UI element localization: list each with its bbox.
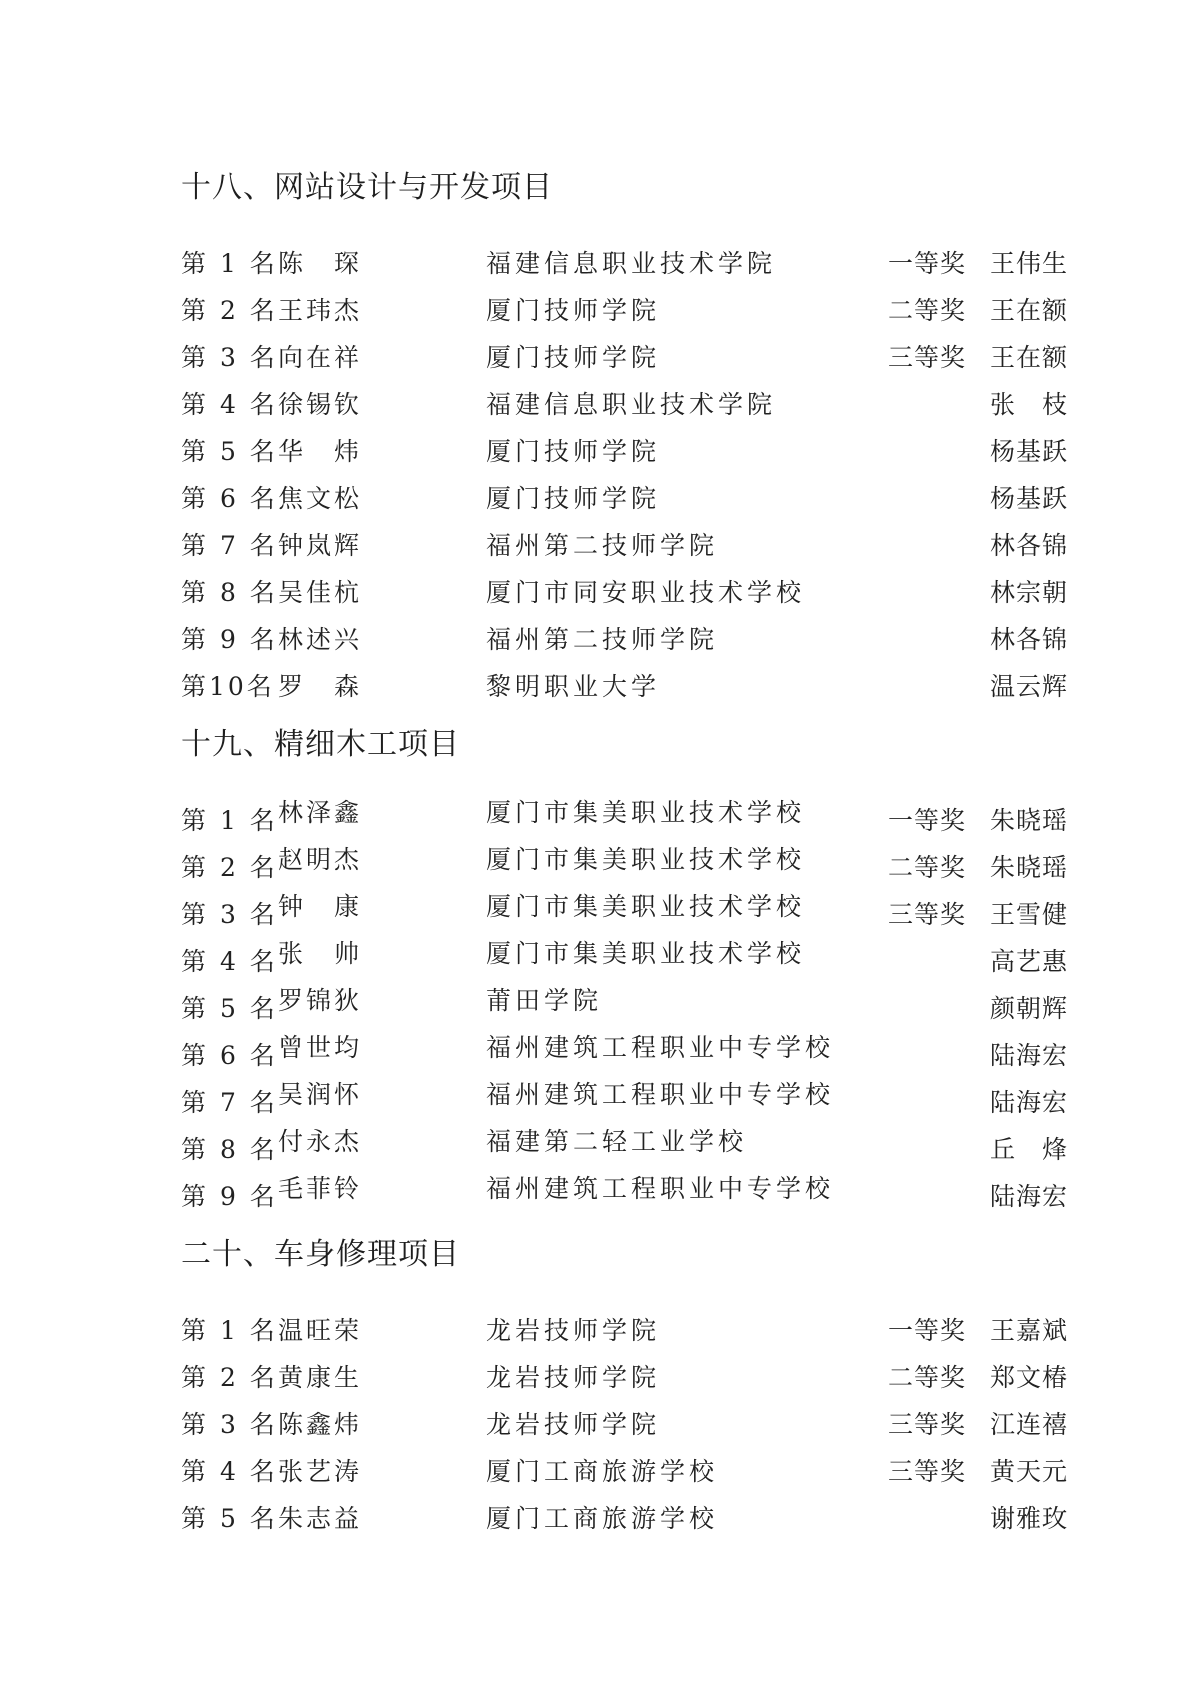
table-row — [0, 1499, 1191, 1539]
name-cell: 朱志益 — [278, 1504, 363, 1533]
name-cell — [278, 845, 363, 888]
table-row — [0, 1174, 1191, 1217]
award-cell: 一等奖 — [888, 249, 967, 278]
school-cell — [486, 986, 603, 1029]
rank-cell: 第 8 名 — [181, 1135, 278, 1164]
name-text: 赵明杰 — [278, 845, 363, 874]
table-row — [0, 1080, 1191, 1123]
school-text: 福州建筑工程职业中专学校 — [486, 1174, 835, 1203]
rank-cell: 第 2 名 — [181, 296, 278, 325]
coach-cell: 杨基跃 — [990, 484, 1069, 513]
table-row — [0, 1311, 1191, 1351]
name-text: 吴润怀 — [278, 1080, 363, 1109]
school-cell: 黎明职业大学 — [486, 672, 661, 701]
rank-cell: 第 5 名 — [181, 1504, 278, 1533]
table-row — [0, 986, 1191, 1029]
rank-cell: 第 7 名 — [181, 531, 278, 560]
name-cell: 吴佳杭 — [278, 578, 363, 607]
school-cell: 福建信息职业技术学院 — [486, 249, 777, 278]
name-cell — [278, 986, 363, 1029]
table-row — [0, 244, 1191, 284]
coach-cell: 陆海宏 — [990, 1182, 1069, 1211]
rank-cell: 第 8 名 — [181, 578, 278, 607]
name-cell — [278, 1127, 363, 1170]
school-cell: 福州第二技师学院 — [486, 625, 719, 654]
coach-cell: 陆海宏 — [990, 1088, 1069, 1117]
table-row — [0, 892, 1191, 935]
rank-cell: 第 2 名 — [181, 853, 278, 882]
rank-cell: 第 3 名 — [181, 1410, 278, 1439]
award-cell: 二等奖 — [888, 853, 967, 882]
table-row — [0, 845, 1191, 888]
name-cell: 张艺涛 — [278, 1457, 363, 1486]
school-cell: 福州第二技师学院 — [486, 531, 719, 560]
table-row — [0, 432, 1191, 472]
school-cell — [486, 1033, 835, 1076]
coach-cell: 江连禧 — [990, 1410, 1069, 1439]
name-cell: 华 炜 — [278, 437, 363, 466]
school-text: 福建第二轻工业学校 — [486, 1127, 748, 1156]
table-row — [0, 573, 1191, 613]
rank-cell: 第 1 名 — [181, 806, 278, 835]
rank-cell: 第 4 名 — [181, 947, 278, 976]
award-cell: 一等奖 — [888, 1316, 967, 1345]
table-row — [0, 526, 1191, 566]
table-row — [0, 479, 1191, 519]
coach-cell: 林各锦 — [990, 531, 1069, 560]
rank-cell: 第10名 — [181, 672, 275, 701]
rank-cell: 第 5 名 — [181, 994, 278, 1023]
name-cell: 陈鑫炜 — [278, 1410, 363, 1439]
name-cell — [278, 1033, 363, 1076]
rank-cell: 第 5 名 — [181, 437, 278, 466]
coach-cell: 张 枝 — [990, 390, 1069, 419]
name-cell — [278, 1080, 363, 1123]
name-cell: 徐锡钦 — [278, 390, 363, 419]
name-cell: 林述兴 — [278, 625, 363, 654]
school-cell: 厦门市同安职业技术学校 — [486, 578, 806, 607]
coach-cell: 黄天元 — [990, 1457, 1069, 1486]
school-text: 莆田学院 — [486, 986, 603, 1015]
award-cell: 二等奖 — [888, 1363, 967, 1392]
award-cell: 三等奖 — [888, 1410, 967, 1439]
coach-cell: 王在额 — [990, 343, 1069, 372]
school-cell: 厦门技师学院 — [486, 343, 661, 372]
rank-cell: 第 6 名 — [181, 484, 278, 513]
school-cell — [486, 1174, 835, 1217]
school-cell: 龙岩技师学院 — [486, 1363, 661, 1392]
school-cell — [486, 939, 806, 982]
table-row — [0, 1358, 1191, 1398]
rank-cell: 第 4 名 — [181, 390, 278, 419]
name-text: 张 帅 — [278, 939, 363, 968]
table-row — [0, 1127, 1191, 1170]
coach-cell: 高艺惠 — [990, 947, 1069, 976]
coach-cell: 郑文椿 — [990, 1363, 1069, 1392]
school-cell: 厦门工商旅游学校 — [486, 1457, 719, 1486]
name-cell: 陈 琛 — [278, 249, 363, 278]
table-row — [0, 939, 1191, 982]
school-cell — [486, 892, 806, 935]
coach-cell: 颜朝辉 — [990, 994, 1069, 1023]
name-text: 毛菲铃 — [278, 1174, 363, 1203]
table-row — [0, 1452, 1191, 1492]
name-cell — [278, 939, 363, 982]
coach-cell: 林宗朝 — [990, 578, 1069, 607]
name-text: 付永杰 — [278, 1127, 363, 1156]
name-cell — [278, 1174, 363, 1217]
rank-cell: 第 3 名 — [181, 343, 278, 372]
table-row — [0, 291, 1191, 331]
school-text: 厦门市集美职业技术学校 — [486, 798, 806, 827]
school-cell — [486, 1127, 748, 1170]
rank-cell: 第 9 名 — [181, 625, 278, 654]
section-heading: 十八、网站设计与开发项目 — [181, 170, 553, 205]
school-cell — [486, 845, 806, 888]
table-row — [0, 1033, 1191, 1076]
school-cell: 厦门技师学院 — [486, 437, 661, 466]
school-cell: 厦门技师学院 — [486, 484, 661, 513]
name-cell: 向在祥 — [278, 343, 363, 372]
school-cell: 龙岩技师学院 — [486, 1316, 661, 1345]
name-cell: 钟岚辉 — [278, 531, 363, 560]
award-cell: 二等奖 — [888, 296, 967, 325]
rank-cell: 第 2 名 — [181, 1363, 278, 1392]
school-cell: 福建信息职业技术学院 — [486, 390, 777, 419]
table-row — [0, 1405, 1191, 1445]
coach-cell: 杨基跃 — [990, 437, 1069, 466]
school-text: 福州建筑工程职业中专学校 — [486, 1033, 835, 1062]
name-cell: 黄康生 — [278, 1363, 363, 1392]
coach-cell: 谢雅玫 — [990, 1504, 1069, 1533]
name-cell — [278, 892, 363, 935]
coach-cell: 林各锦 — [990, 625, 1069, 654]
name-text: 罗锦狄 — [278, 986, 363, 1015]
name-cell: 罗 森 — [278, 672, 363, 701]
school-cell — [486, 1080, 835, 1123]
rank-cell: 第 4 名 — [181, 1457, 278, 1486]
rank-cell: 第 7 名 — [181, 1088, 278, 1117]
school-cell: 龙岩技师学院 — [486, 1410, 661, 1439]
table-row — [0, 385, 1191, 425]
school-cell: 厦门工商旅游学校 — [486, 1504, 719, 1533]
coach-cell: 朱晓瑶 — [990, 806, 1069, 835]
table-row — [0, 798, 1191, 841]
rank-cell: 第 1 名 — [181, 249, 278, 278]
name-cell — [278, 798, 363, 841]
school-text: 厦门市集美职业技术学校 — [486, 892, 806, 921]
rank-cell: 第 6 名 — [181, 1041, 278, 1070]
school-text: 厦门市集美职业技术学校 — [486, 939, 806, 968]
award-cell: 三等奖 — [888, 1457, 967, 1486]
section-heading: 二十、车身修理项目 — [181, 1237, 460, 1272]
school-text: 厦门市集美职业技术学校 — [486, 845, 806, 874]
rank-cell: 第 1 名 — [181, 1316, 278, 1345]
coach-cell: 丘 烽 — [990, 1135, 1069, 1164]
section-heading: 十九、精细木工项目 — [181, 727, 460, 762]
coach-cell: 王嘉斌 — [990, 1316, 1069, 1345]
name-text: 钟 康 — [278, 892, 363, 921]
award-cell: 三等奖 — [888, 343, 967, 372]
name-text: 林泽鑫 — [278, 798, 363, 827]
name-cell: 温旺荣 — [278, 1316, 363, 1345]
rank-cell: 第 3 名 — [181, 900, 278, 929]
school-cell — [486, 798, 806, 841]
name-text: 曾世均 — [278, 1033, 363, 1062]
table-row — [0, 338, 1191, 378]
name-cell: 焦文松 — [278, 484, 363, 513]
coach-cell: 王雪健 — [990, 900, 1069, 929]
coach-cell: 王伟生 — [990, 249, 1069, 278]
school-cell: 厦门技师学院 — [486, 296, 661, 325]
coach-cell: 朱晓瑶 — [990, 853, 1069, 882]
coach-cell: 王在额 — [990, 296, 1069, 325]
coach-cell: 温云辉 — [990, 672, 1069, 701]
award-cell: 三等奖 — [888, 900, 967, 929]
school-text: 福州建筑工程职业中专学校 — [486, 1080, 835, 1109]
table-row — [0, 620, 1191, 660]
table-row — [0, 667, 1191, 707]
rank-cell: 第 9 名 — [181, 1182, 278, 1211]
coach-cell: 陆海宏 — [990, 1041, 1069, 1070]
name-cell: 王玮杰 — [278, 296, 363, 325]
award-cell: 一等奖 — [888, 806, 967, 835]
